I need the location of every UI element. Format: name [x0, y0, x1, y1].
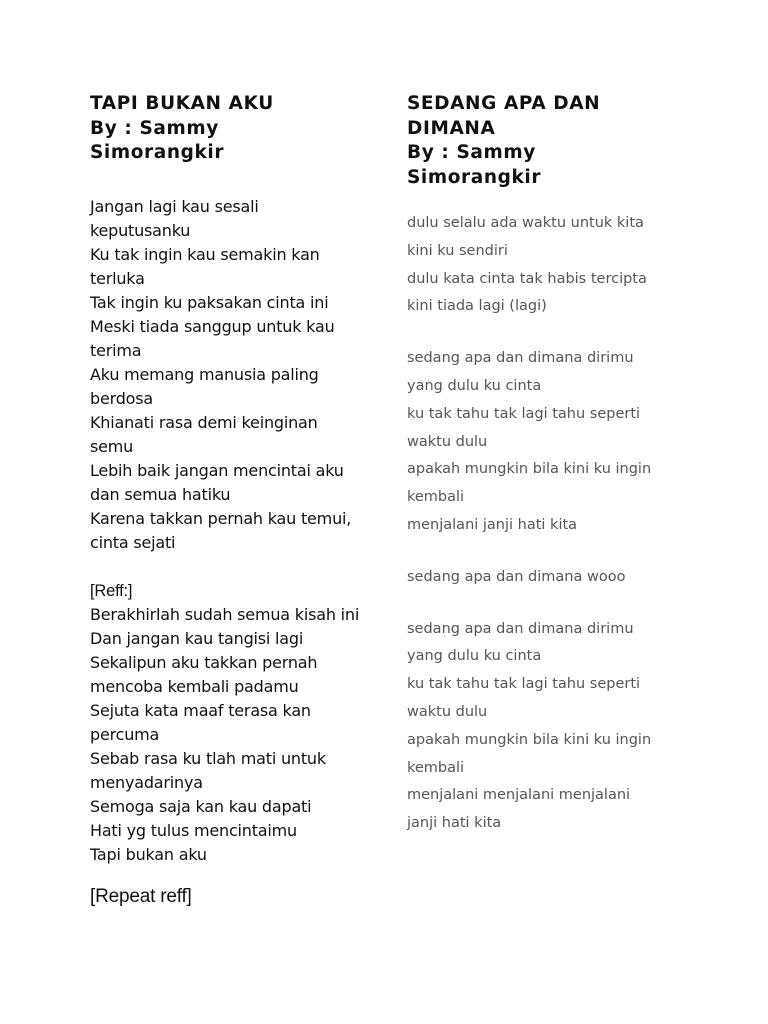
lyric-line: dulu selalu ada waktu untuk kita — [407, 215, 644, 231]
lyric-line: ku tak tahu tak lagi tahu seperti — [407, 676, 641, 693]
lyric-line: keputusanku — [90, 220, 191, 240]
right-song-lyrics — [407, 210, 707, 838]
lyric-line: Sekalipun aku takkan pernah — [90, 652, 318, 672]
lyric-line: yang dulu ku cinta — [407, 377, 542, 394]
lyric-line: kini ku sendiri — [407, 242, 508, 259]
left-song-title — [90, 92, 380, 166]
lyric-line: Lebih baik jangan mencintai aku — [90, 460, 344, 480]
left-song-lyrics — [90, 195, 380, 909]
lyric-line: Jangan lagi kau sesali — [90, 196, 259, 216]
left-title-line: Simorangkir — [90, 142, 225, 163]
lyric-line: menyadarinya — [90, 772, 203, 792]
lyric-line: terima — [90, 340, 142, 360]
lyric-line: Meski tiada sanggup untuk kau — [90, 316, 335, 336]
lyric-line: dulu kata cinta tak habis tercipta — [407, 270, 647, 287]
lyric-line: cinta sejati — [90, 532, 176, 552]
lyric-line: kembali — [407, 489, 465, 506]
lyric-line: mencoba kembali padamu — [90, 676, 299, 696]
lyric-line: kembali — [407, 759, 465, 776]
lyric-line: dan semua hatiku — [90, 484, 231, 504]
lyric-line: Semoga saja kan kau dapati — [90, 796, 312, 816]
lyric-line: sedang apa dan dimana dirimu — [407, 620, 634, 637]
left-title-line: TAPI BUKAN AKU — [90, 93, 274, 114]
right-song-title — [407, 92, 707, 190]
lyric-line: menjalani janji hati kita — [407, 516, 578, 533]
lyric-line: kini tiada lagi (lagi) — [407, 298, 547, 315]
lyric-line: semu — [90, 436, 134, 456]
lyric-line: apakah mungkin bila kini ku ingin — [407, 731, 652, 748]
right-title-line: Simorangkir — [407, 166, 542, 188]
right-title-line: SEDANG APA DAN — [407, 93, 601, 114]
lyric-line: ku tak tahu tak lagi tahu seperti — [407, 405, 641, 422]
lyric-line: sedang apa dan dimana wooo — [407, 568, 626, 585]
lyric-line: berdosa — [90, 388, 153, 408]
lyric-line: Tak ingin ku paksakan cinta ini — [90, 292, 329, 312]
lyric-line: terluka — [90, 268, 145, 288]
lyric-line: Berakhirlah sudah semua kisah ini — [90, 604, 360, 624]
right-song-column — [407, 92, 707, 838]
lyric-line: waktu dulu — [407, 433, 488, 450]
lyric-line: yang dulu ku cinta — [407, 648, 542, 665]
lyric-line: Sejuta kata maaf terasa kan — [90, 700, 311, 720]
lyric-line: Karena takkan pernah kau temui, — [90, 508, 352, 528]
lyric-line: Dan jangan kau tangisi lagi — [90, 628, 304, 648]
lyric-line: Sebab rasa ku tlah mati untuk — [90, 748, 326, 768]
lyric-line: menjalani menjalani menjalani — [407, 787, 631, 804]
left-song-column — [90, 92, 380, 909]
stanza-gap — [407, 592, 707, 616]
repeat-reff-note: [Repeat reff] — [90, 885, 192, 907]
lyric-line: janji hati kita — [407, 815, 502, 832]
lyric-line: Tapi bukan aku — [90, 844, 207, 864]
stanza-gap — [90, 555, 380, 579]
right-title-line: By : Sammy — [407, 142, 536, 163]
lyric-line: Ku tak ingin kau semakin kan — [90, 244, 320, 264]
lyric-line: waktu dulu — [407, 703, 488, 720]
lyric-line: sedang apa dan dimana dirimu — [407, 350, 634, 367]
stanza-gap — [407, 321, 707, 345]
right-title-line: DIMANA — [407, 117, 496, 139]
lyric-line: Khianati rasa demi keinginan — [90, 412, 318, 432]
left-title-line: By : Sammy — [90, 117, 219, 139]
reff-label: [Reff:] — [90, 581, 133, 600]
lyric-line: percuma — [90, 724, 160, 744]
lyric-line: apakah mungkin bila kini ku ingin — [407, 461, 652, 478]
stanza-gap — [407, 540, 707, 564]
lyric-line: Aku memang manusia paling — [90, 364, 319, 384]
lyric-line: Hati yg tulus mencintaimu — [90, 820, 297, 840]
